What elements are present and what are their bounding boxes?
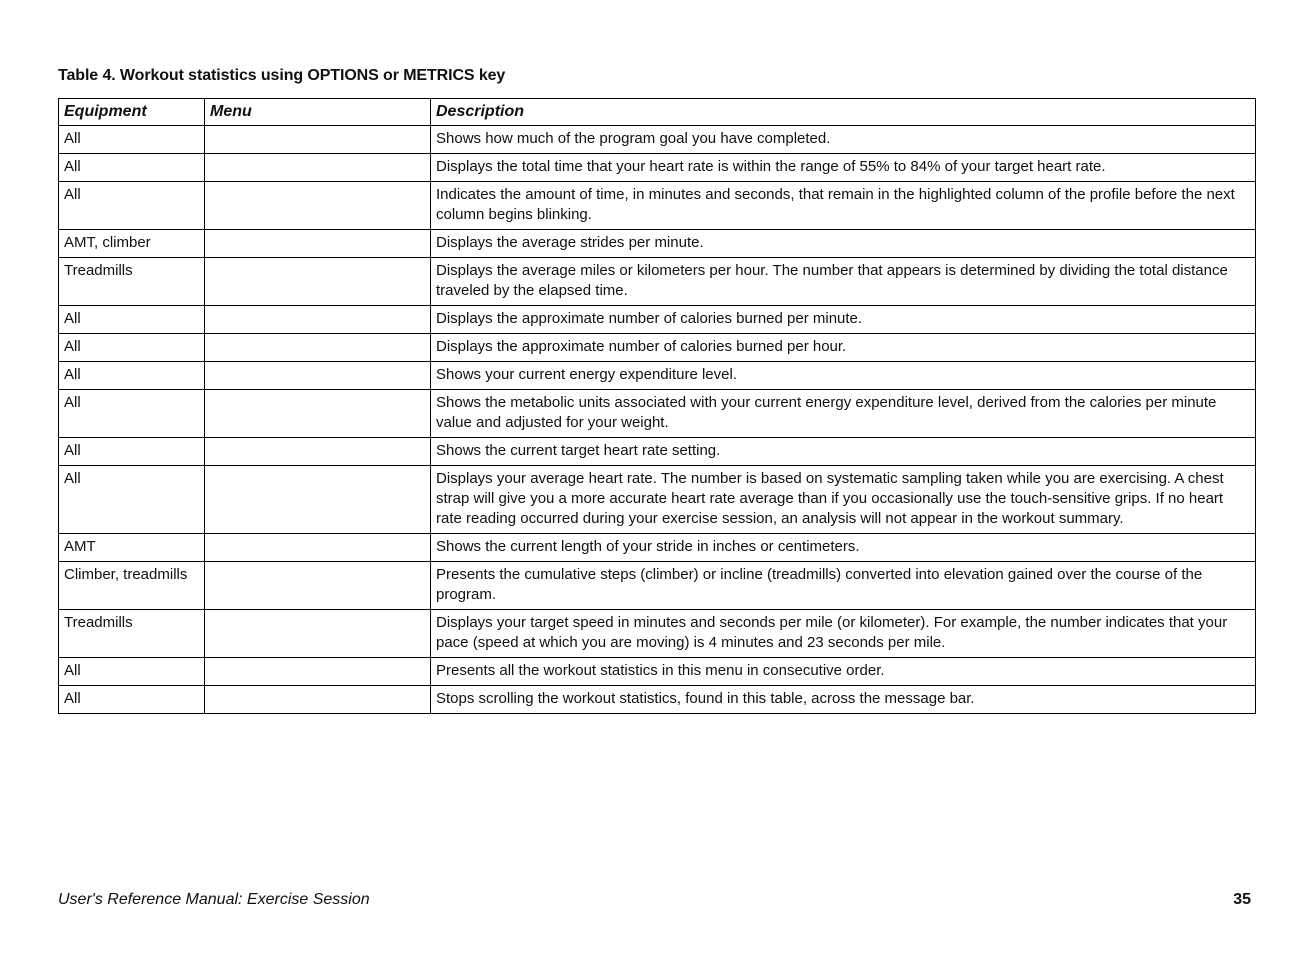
cell-menu <box>205 126 431 154</box>
table-body <box>59 126 1256 714</box>
table-row <box>59 562 1256 610</box>
cell-description: Displays the average strides per minute. <box>431 230 1256 258</box>
table-row <box>59 362 1256 390</box>
table-row <box>59 258 1256 306</box>
table-title: Table 4. Workout statistics using OPTIONS or METRICS key <box>58 67 506 84</box>
footer-page-number: 35 <box>1233 891 1251 908</box>
table-row <box>59 390 1256 438</box>
cell-equipment: All <box>59 362 205 390</box>
table-row <box>59 306 1256 334</box>
cell-equipment: All <box>59 334 205 362</box>
table-row <box>59 610 1256 658</box>
cell-equipment: AMT <box>59 534 205 562</box>
cell-description: Displays the approximate number of calories burned per minute. <box>431 306 1256 334</box>
cell-description: Displays the approximate number of calories burned per hour. <box>431 334 1256 362</box>
table-row <box>59 230 1256 258</box>
cell-description: Stops scrolling the workout statistics, found in this table, across the message bar. <box>431 686 1256 714</box>
cell-equipment: All <box>59 686 205 714</box>
cell-menu <box>205 686 431 714</box>
cell-menu <box>205 466 431 534</box>
cell-description: Indicates the amount of time, in minutes and seconds, that remain in the highlighted column of the profile before the next column begins blinking. <box>431 182 1256 230</box>
cell-menu <box>205 182 431 230</box>
cell-menu <box>205 658 431 686</box>
header-description: Description <box>431 99 1256 126</box>
cell-menu <box>205 562 431 610</box>
table-row <box>59 466 1256 534</box>
cell-description: Displays the average miles or kilometers per hour. The number that appears is determined by dividing the total distance traveled by the elapsed time. <box>431 258 1256 306</box>
table-row <box>59 154 1256 182</box>
header-equipment: Equipment <box>59 99 205 126</box>
cell-equipment: All <box>59 466 205 534</box>
table-row <box>59 658 1256 686</box>
cell-equipment: All <box>59 306 205 334</box>
cell-menu <box>205 362 431 390</box>
cell-menu <box>205 230 431 258</box>
table-row <box>59 334 1256 362</box>
cell-menu <box>205 390 431 438</box>
cell-equipment: AMT, climber <box>59 230 205 258</box>
cell-menu <box>205 438 431 466</box>
cell-menu <box>205 154 431 182</box>
cell-equipment: All <box>59 658 205 686</box>
cell-equipment: All <box>59 126 205 154</box>
table-row <box>59 126 1256 154</box>
cell-description: Shows your current energy expenditure level. <box>431 362 1256 390</box>
cell-equipment: Treadmills <box>59 258 205 306</box>
table-row <box>59 534 1256 562</box>
cell-description: Displays your target speed in minutes and seconds per mile (or kilometer). For example, the number indicates that your pace (speed at which you are moving) is 4 minutes and 23 seconds per mile. <box>431 610 1256 658</box>
table-row <box>59 686 1256 714</box>
cell-equipment: All <box>59 438 205 466</box>
cell-equipment: Treadmills <box>59 610 205 658</box>
cell-menu <box>205 334 431 362</box>
cell-menu <box>205 306 431 334</box>
workout-statistics-table <box>58 98 1256 714</box>
cell-description: Shows the current length of your stride in inches or centimeters. <box>431 534 1256 562</box>
footer-manual-title: User's Reference Manual: Exercise Session <box>58 891 370 908</box>
cell-description: Displays your average heart rate. The number is based on systematic sampling taken while you are exercising. A chest strap will give you a more accurate heart rate average than if you occasionally use the touch-sensitive grips. If no heart rate reading occurred during your exercise session, an analysis will not appear in the workout summary. <box>431 466 1256 534</box>
cell-description: Displays the total time that your heart rate is within the range of 55% to 84% of your target heart rate. <box>431 154 1256 182</box>
cell-description: Shows how much of the program goal you have completed. <box>431 126 1256 154</box>
table-header-row <box>59 99 1256 126</box>
cell-equipment: All <box>59 182 205 230</box>
cell-menu <box>205 610 431 658</box>
table-row <box>59 438 1256 466</box>
cell-equipment: All <box>59 154 205 182</box>
cell-description: Presents all the workout statistics in this menu in consecutive order. <box>431 658 1256 686</box>
cell-equipment: Climber, treadmills <box>59 562 205 610</box>
cell-description: Shows the current target heart rate setting. <box>431 438 1256 466</box>
cell-description: Shows the metabolic units associated with your current energy expenditure level, derived from the calories per minute value and adjusted for your weight. <box>431 390 1256 438</box>
table-row <box>59 182 1256 230</box>
cell-menu <box>205 258 431 306</box>
cell-menu <box>205 534 431 562</box>
cell-description: Presents the cumulative steps (climber) or incline (treadmills) converted into elevation gained over the course of the program. <box>431 562 1256 610</box>
header-menu: Menu <box>205 99 431 126</box>
cell-equipment: All <box>59 390 205 438</box>
